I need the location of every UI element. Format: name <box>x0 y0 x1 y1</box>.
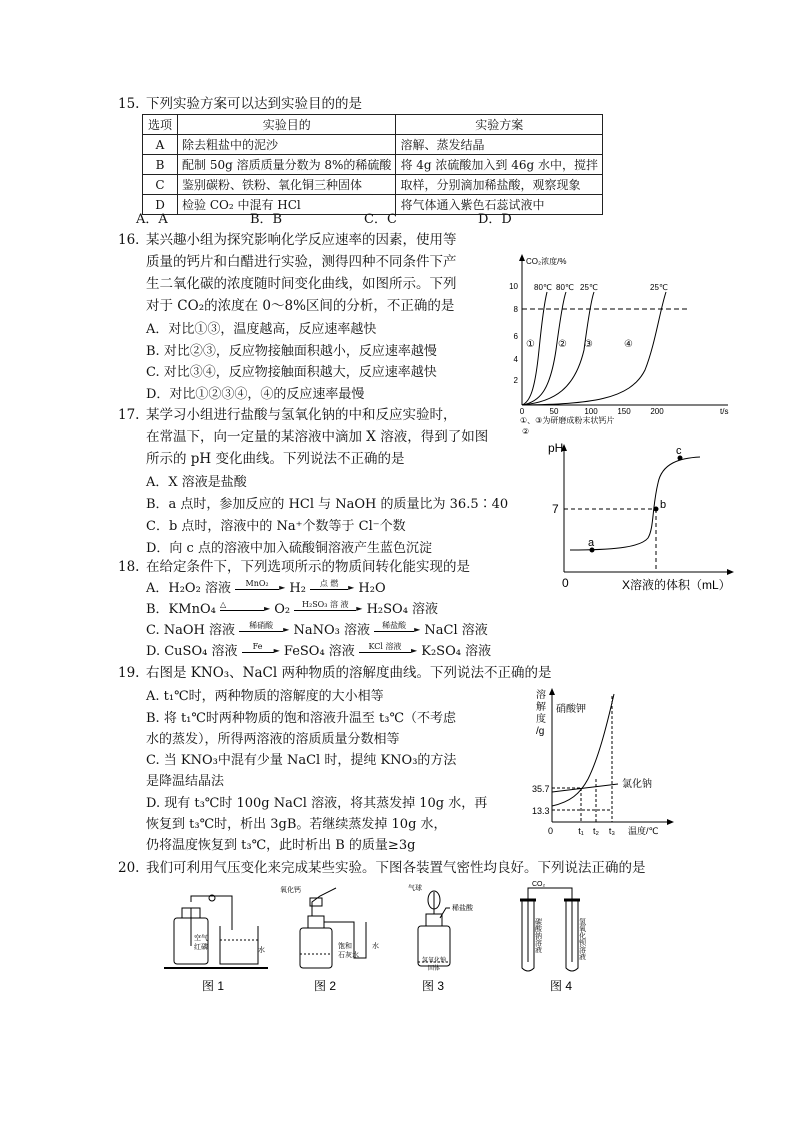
q17-line: 所示的 pH 变化曲线。下列说法不正确的是 <box>146 451 405 467</box>
x-axis-label: t/s <box>720 407 729 416</box>
figure-caption: 图 3 <box>422 979 445 993</box>
y-tick-label: 6 <box>513 332 518 341</box>
arrow-head: ► <box>414 625 421 634</box>
fig1-label: 空气 <box>194 935 208 942</box>
intermediate: O₂ <box>274 602 291 617</box>
q16-option-a: A．对比①③，温度越高，反应速率越快 <box>146 322 377 337</box>
curve-label: ① <box>526 339 535 350</box>
t1-label: t₁ <box>578 826 584 836</box>
figure-caption: 图 4 <box>550 979 573 993</box>
reaction-arrow: △ <box>220 600 264 611</box>
curve-label: ③ <box>584 339 593 350</box>
table-cell: C <box>143 175 178 195</box>
point-b <box>654 507 659 512</box>
fig4-label: CO₂ <box>532 881 546 888</box>
q19-option: D. 现有 t₃℃时 100g NaCl 溶液，将其蒸发掉 10g 水，再 <box>146 796 488 811</box>
q15-choice-d: D．D <box>478 212 512 227</box>
intermediate: FeSO₄ 溶液 <box>283 644 355 659</box>
table-cell: 检验 CO₂ 中混有 HCl <box>178 195 396 215</box>
fig2-label: 石灰水 <box>338 952 359 959</box>
reaction-arrow: Fe <box>242 642 274 653</box>
arrow-head: ► <box>263 604 271 613</box>
fig4-label: 碳酸钠溶液 <box>534 918 542 953</box>
q15-table <box>142 114 603 215</box>
table-row <box>143 175 603 195</box>
q17-option-c: C．b 点时，溶液中的 Na⁺个数等于 Cl⁻个数 <box>146 519 406 534</box>
value-label: 13.3 <box>532 806 550 816</box>
y-tick-label: 2 <box>513 376 518 385</box>
point-c-label: c <box>676 445 682 457</box>
figure-caption: 图 1 <box>202 979 225 993</box>
t3-label: t₃ <box>608 826 616 836</box>
arrow-head: ► <box>356 604 363 613</box>
q16-line: 质量的钙片和白醋进行实验，测得四种不同条件下产 <box>146 254 457 270</box>
fig1-label: 水 <box>258 947 265 954</box>
table-cell: 鉴别碳粉、铁粉、氧化铜三种固体 <box>178 175 396 195</box>
product: K₂SO₄ 溶液 <box>421 644 492 659</box>
q17-line: 在常温下，向一定量的某溶液中滴加 X 溶液，得到了如图 <box>146 429 489 445</box>
table-cell: 除去粗盐中的泥沙 <box>178 135 396 155</box>
table-cell: 取样，分别滴加稀盐酸，观察现象 <box>396 175 603 195</box>
q15-choice-c: C．C <box>364 212 397 227</box>
y-tick-label: 4 <box>513 355 518 364</box>
temp-label: 80℃ <box>556 283 574 292</box>
value-label: 35.7 <box>532 784 550 794</box>
q19-stem: 右图是 KNO₃、NaCl 两种物质的溶解度曲线。下列说法不正确的是 <box>146 665 552 681</box>
q15-number: 15. <box>118 96 140 112</box>
q17-option-d: D．向 c 点的溶液中加入硫酸铜溶液产生蓝色沉淀 <box>146 541 432 556</box>
q16-co2-chart <box>500 250 740 440</box>
q15-choice-a: A．A <box>136 212 168 227</box>
q20-apparatus-figures <box>160 878 660 996</box>
chart-note: ② <box>522 427 530 436</box>
q19-option: 仍将温度恢复到 t₃℃，此时析出 B 的质量≥3g <box>146 838 416 853</box>
nacl-curve <box>552 784 618 792</box>
figure-3-apparatus <box>418 891 450 966</box>
temp-label: 80℃ <box>534 283 552 292</box>
q20-number: 20. <box>118 860 140 876</box>
q19-option: 恢复到 t₃℃时，析出 3gB。若继续蒸发掉 10g 水， <box>146 817 447 832</box>
product: H₂SO₄ 溶液 <box>366 602 439 617</box>
ph-seven-label: 7 <box>552 502 559 516</box>
fig4-label: 氢氧化钡溶液 <box>578 918 586 960</box>
reactant: A．H₂O₂ 溶液 <box>146 581 231 596</box>
fig2-label: 饱和 <box>338 943 352 950</box>
q16-line: 对于 CO₂的浓度在 0～8%区间的分析，不正确的是 <box>146 298 455 314</box>
temp-label: 25℃ <box>650 283 668 292</box>
q18-option-c <box>146 620 488 642</box>
temp-label: 25℃ <box>580 283 598 292</box>
q16-option-c: C. 对比③④，反应物接触面积越大，反应速率越快 <box>146 365 437 380</box>
table-header: 实验方案 <box>396 115 603 135</box>
arrow-head: ► <box>410 646 418 655</box>
table-cell: B <box>143 155 178 175</box>
product: NaCl 溶液 <box>424 623 488 638</box>
y-axis-label-char: 度 <box>536 714 546 725</box>
y-tick-label: 8 <box>513 305 518 314</box>
table-cell: 将气体通入紫色石蕊试液中 <box>396 195 603 215</box>
table-header: 选项 <box>143 115 178 135</box>
q15-choice-b: B．B <box>250 212 283 227</box>
q19-solubility-chart <box>530 684 680 842</box>
arrow-head: ► <box>279 583 286 592</box>
x-axis-label: X溶液的体积（mL） <box>622 578 731 592</box>
chart-note: ①、③为研磨成粉末状钙片 <box>520 416 615 425</box>
q17-option-a: A．X 溶液是盐酸 <box>146 475 247 490</box>
q18-option-a <box>146 578 386 600</box>
reaction-arrow: 点 燃 <box>310 579 348 590</box>
q16-line: 生二氧化碳的浓度随时间变化曲线，如图所示。下列 <box>146 276 457 292</box>
reactant: B．KMnO₄ <box>146 602 216 617</box>
y-axis-label: CO₂浓度/% <box>526 257 567 266</box>
intermediate: NaNO₃ 溶液 <box>293 623 370 638</box>
reaction-arrow: 稀盐酸 <box>374 621 414 632</box>
y-axis-arrow <box>549 688 555 695</box>
q16-option-b: B. 对比②③，反应物接触面积越小，反应速率越慢 <box>146 344 437 359</box>
q18-option-d <box>146 641 491 663</box>
y-axis-label-char: /g <box>536 726 545 737</box>
x-tick-label: 200 <box>650 407 664 416</box>
q16-number: 16． <box>118 232 149 248</box>
q16-option-d: D．对比①②③④，④的反应速率最慢 <box>146 387 365 402</box>
q17-option-b: B．a 点时，参加反应的 HCl 与 NaOH 的质量比为 36.5∶40 <box>146 497 509 512</box>
table-cell: 溶解、蒸发结晶 <box>396 135 603 155</box>
x-tick-label: 100 <box>584 407 598 416</box>
figure-caption: 图 2 <box>314 979 337 993</box>
fig3-label: 稀盐酸 <box>452 905 473 912</box>
q18-stem: 在给定条件下，下列选项所示的物质间转化能实现的是 <box>146 559 470 575</box>
x-axis-arrow <box>727 569 734 575</box>
nacl-label: 氯化钠 <box>622 779 652 790</box>
table-row <box>143 155 603 175</box>
figure-1-apparatus <box>164 895 268 968</box>
reaction-arrow: MnO₂ <box>235 579 279 590</box>
curve-label: ② <box>558 339 567 350</box>
q19-number: 19. <box>118 665 140 681</box>
q15-stem: 下列实验方案可以达到实验目的的是 <box>146 96 362 112</box>
table-cell: 配制 50g 溶质质量分数为 8%的稀硫酸 <box>178 155 396 175</box>
reaction-arrow: KCl 溶液 <box>359 642 411 653</box>
y-axis-arrow <box>519 254 525 261</box>
q18-option-b <box>146 599 438 621</box>
reactant: C. NaOH 溶液 <box>146 623 236 638</box>
q19-option: B. 将 t₁℃时两种物质的饱和溶液升温至 t₃℃（不考虑 <box>146 711 457 726</box>
fig3-label: 氢氧化钠 <box>422 958 447 964</box>
q19-option: C. 当 KNO₃中混有少量 NaCl 时，提纯 KNO₃的方法 <box>146 753 457 768</box>
fig2-label: 氧化钙 <box>280 887 301 894</box>
q18-number: 18. <box>118 559 140 575</box>
x-axis-arrow <box>667 819 674 825</box>
table-cell: D <box>143 195 178 215</box>
q19-option: A. t₁℃时，两种物质的溶解度的大小相等 <box>146 689 384 704</box>
fig3-label: 固体 <box>428 966 441 972</box>
y-axis-label: pH <box>548 441 564 455</box>
point-a-label: a <box>588 537 595 549</box>
figure-4-apparatus <box>520 888 580 971</box>
reaction-arrow: 稀硝酸 <box>239 621 283 632</box>
point-b-label: b <box>660 499 667 511</box>
x-axis-label: 温度/℃ <box>628 826 659 836</box>
product: H₂O <box>358 581 386 596</box>
y-tick-label: 10 <box>509 282 518 291</box>
origin-label: 0 <box>548 826 554 836</box>
fig1-label: 红磷 <box>194 944 208 951</box>
curve-label: ④ <box>624 339 633 350</box>
arrow-head: ► <box>283 625 290 634</box>
q20-stem: 我们可利用气压变化来完成某些实验。下图各装置气密性均良好。下列说法正确的是 <box>146 860 646 876</box>
reaction-arrow: H₂SO₃ 溶 液 <box>294 600 356 611</box>
fig2-label: 水 <box>372 943 379 950</box>
y-axis-label-char: 溶 <box>536 690 546 701</box>
q16-line: 某兴趣小组为探究影响化学反应速率的因素，使用等 <box>146 232 457 248</box>
x-tick-label: 150 <box>617 407 631 416</box>
fig3-label: 气球 <box>408 885 422 892</box>
table-header: 实验目的 <box>178 115 396 135</box>
table-row <box>143 135 603 155</box>
x-tick-label: 0 <box>519 407 525 416</box>
x-tick-label: 50 <box>549 407 559 416</box>
reactant: D. CuSO₄ 溶液 <box>146 644 238 659</box>
table-cell: A <box>143 135 178 155</box>
origin-label: 0 <box>562 576 569 590</box>
arrow-head: ► <box>348 583 355 592</box>
y-axis-label-char: 解 <box>536 702 546 713</box>
intermediate: H₂ <box>289 581 306 596</box>
q19-option: 水的蒸发），所得两溶液的溶质质量分数相等 <box>146 732 400 747</box>
table-cell: 将 4g 浓硫酸加入到 46g 水中，搅拌 <box>396 155 603 175</box>
q17-line: 某学习小组进行盐酸与氢氧化钠的中和反应实验时， <box>146 407 457 423</box>
kno3-label: 硝酸钾 <box>556 704 586 715</box>
arrow-head: ► <box>273 646 280 655</box>
t2-label: t₂ <box>593 826 599 836</box>
q17-number: 17. <box>118 407 140 423</box>
q17-ph-chart <box>540 438 740 600</box>
q19-option: 是降温结晶法 <box>146 774 225 789</box>
